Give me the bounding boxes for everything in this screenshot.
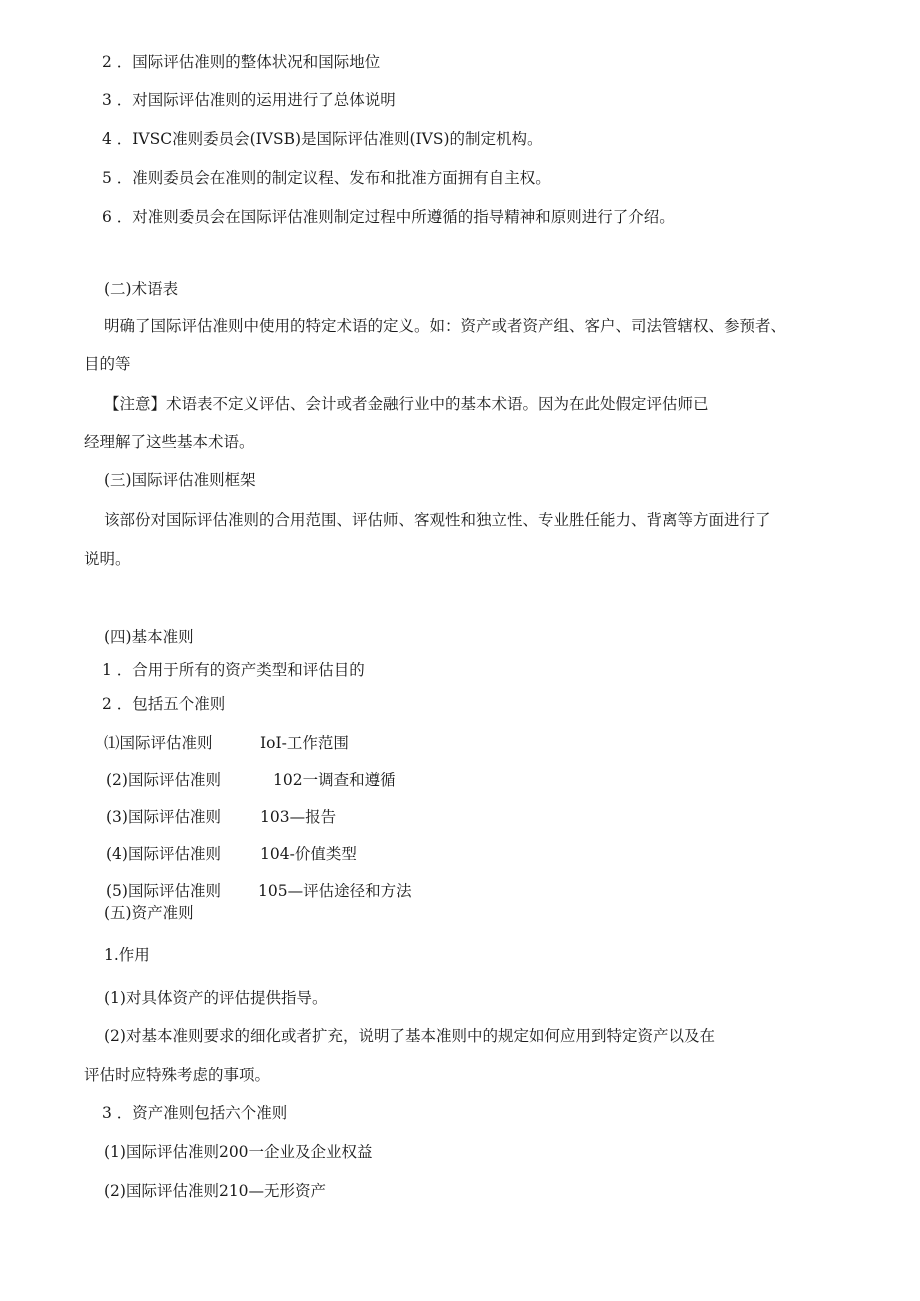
overview-item-2: 2 ．国际评估准则的整体状况和国际地位 [102, 53, 381, 71]
glossary-paragraph-line2: 目的等 [84, 355, 131, 373]
framework-paragraph-line1: 该部份对国际评估准则的合用范围、评估师、客观性和独立性、专业胜任能力、背离等方面进行了 [104, 511, 771, 529]
standard-label: (2)国际评估准则 [106, 771, 221, 789]
basic-item-2: 2 ．包括五个准则 [102, 695, 226, 713]
standard-code: 104-价值类型 [260, 845, 357, 863]
asset-standards-heading: (五)资产准则 [104, 904, 194, 922]
overview-item-3: 3 ．对国际评估准则的运用进行了总体说明 [102, 91, 396, 109]
overview-item-5: 5 ．准则委员会在准则的制定议程、发布和批准方面拥有自主权。 [102, 169, 551, 187]
standard-label: (4)国际评估准则 [106, 845, 221, 863]
standard-code: IoI-工作范围 [260, 734, 349, 752]
asset-standard-item: (1)国际评估准则200一企业及企业权益 [104, 1143, 373, 1161]
basic-item-1: 1 ．合用于所有的资产类型和评估目的 [102, 661, 365, 679]
overview-item-6: 6 ．对准则委员会在国际评估准则制定过程中所遵循的指导精神和原则进行了介绍。 [102, 208, 675, 226]
asset-role-item-2-line1: (2)对基本准则要求的细化或者扩充，说明了基本准则中的规定如何应用到特定资产以及在 [104, 1027, 715, 1045]
asset-item-3: 3 ．资产准则包括六个准则 [102, 1104, 288, 1122]
basic-standards-heading: (四)基本准则 [104, 628, 194, 646]
overview-item-4: 4 ．IVSC准则委员会(IVSB)是国际评估准则(IVS)的制定机构。 [102, 130, 543, 148]
standard-code: 105—评估途径和方法 [258, 882, 412, 900]
glossary-paragraph-line1: 明确了国际评估准则中使用的特定术语的定义。如：资产或者资产组、客户、司法管辖权、参预者、 [104, 317, 787, 335]
framework-paragraph-line2: 说明。 [84, 550, 131, 568]
standard-label: (3)国际评估准则 [106, 808, 221, 826]
asset-role-item-2-line2: 评估时应特殊考虑的事项。 [84, 1066, 271, 1084]
framework-heading: (三)国际评估准则框架 [104, 471, 256, 489]
standard-code: 103—报告 [260, 808, 337, 826]
glossary-heading: (二)术语表 [104, 280, 179, 298]
asset-role-item-1: (1)对具体资产的评估提供指导。 [104, 989, 328, 1007]
asset-role-title: 1.作用 [104, 946, 150, 964]
glossary-note-line2: 经理解了这些基本术语。 [84, 433, 255, 451]
glossary-note-line1: 【注意】术语表不定义评估、会计或者金融行业中的基本术语。因为在此处假定评估师已 [104, 395, 709, 413]
asset-standard-item: (2)国际评估准则210—无形资产 [104, 1182, 327, 1200]
standard-label: (5)国际评估准则 [106, 882, 221, 900]
standard-label: ⑴国际评估准则 [104, 734, 213, 752]
standard-code: 102一调查和遵循 [273, 771, 396, 789]
